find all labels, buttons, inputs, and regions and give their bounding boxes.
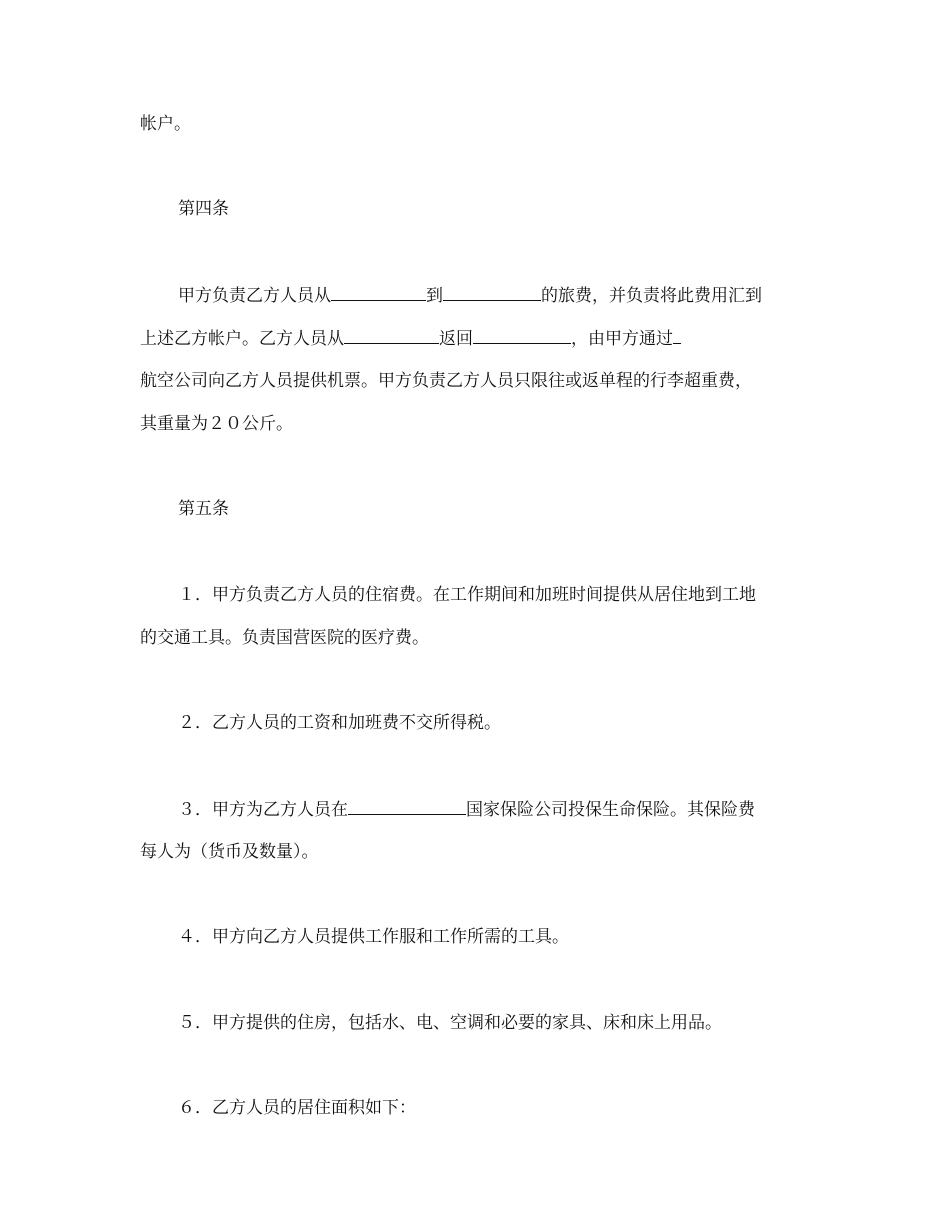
text-segment: ２．乙方人员的工资和加班费不交所得税。 [178, 713, 501, 733]
article-5-heading [178, 498, 229, 520]
blank-field-airline [673, 327, 681, 344]
article-5-item-4 [178, 926, 569, 948]
text-segment: ，由甲方通过 [571, 329, 673, 349]
paragraph-line [140, 113, 191, 135]
article-4-heading [178, 198, 229, 220]
text-segment: 甲方负责乙方人员从 [178, 286, 331, 306]
text-segment: 其重量为２０公斤。 [140, 414, 293, 434]
article-5-item-3-line-1 [178, 798, 755, 820]
text-segment: 的交通工具。负责国营医院的医疗费。 [140, 628, 429, 648]
text-segment: ６．乙方人员的居住面积如下： [178, 1098, 416, 1118]
text-segment: 返回 [439, 329, 473, 349]
article-5-item-6 [178, 1097, 416, 1119]
article-4-line-4 [140, 413, 293, 435]
article-4-line-1 [178, 284, 762, 306]
article-4-line-2 [140, 327, 681, 349]
article-4-line-3 [140, 370, 752, 392]
text-segment: 国家保险公司投保生命保险。其保险费 [466, 800, 755, 820]
text-account-end: 帐户。 [140, 114, 191, 134]
blank-field-from [331, 284, 426, 301]
blank-field-insurer [348, 798, 466, 815]
text-segment: １．甲方负责乙方人员的住宿费。在工作期间和加班时间提供从居住地到工地 [178, 585, 756, 605]
article-5-item-2 [178, 712, 501, 734]
text-segment: 航空公司向乙方人员提供机票。甲方负责乙方人员只限往或返单程的行李超重费， [140, 371, 752, 391]
blank-field-return-from [344, 327, 439, 344]
article-5-item-1-line-1 [178, 584, 756, 606]
text-segment: ３．甲方为乙方人员在 [178, 800, 348, 820]
text-segment: ４．甲方向乙方人员提供工作服和工作所需的工具。 [178, 927, 569, 947]
article-5-item-3-line-2 [140, 841, 319, 863]
text-segment: 的旅费，并负责将此费用汇到 [541, 286, 762, 306]
heading-text: 第四条 [178, 199, 229, 219]
heading-text: 第五条 [178, 499, 229, 519]
blank-field-to [443, 284, 541, 301]
article-5-item-1-line-2 [140, 627, 429, 649]
blank-field-return-to [473, 327, 571, 344]
text-segment: 每人为（货币及数量）。 [140, 842, 319, 862]
text-segment: 上述乙方帐户。乙方人员从 [140, 329, 344, 349]
article-5-item-5 [178, 1012, 722, 1034]
text-segment: ５．甲方提供的住房，包括水、电、空调和必要的家具、床和床上用品。 [178, 1013, 722, 1033]
text-segment: 到 [426, 286, 443, 306]
